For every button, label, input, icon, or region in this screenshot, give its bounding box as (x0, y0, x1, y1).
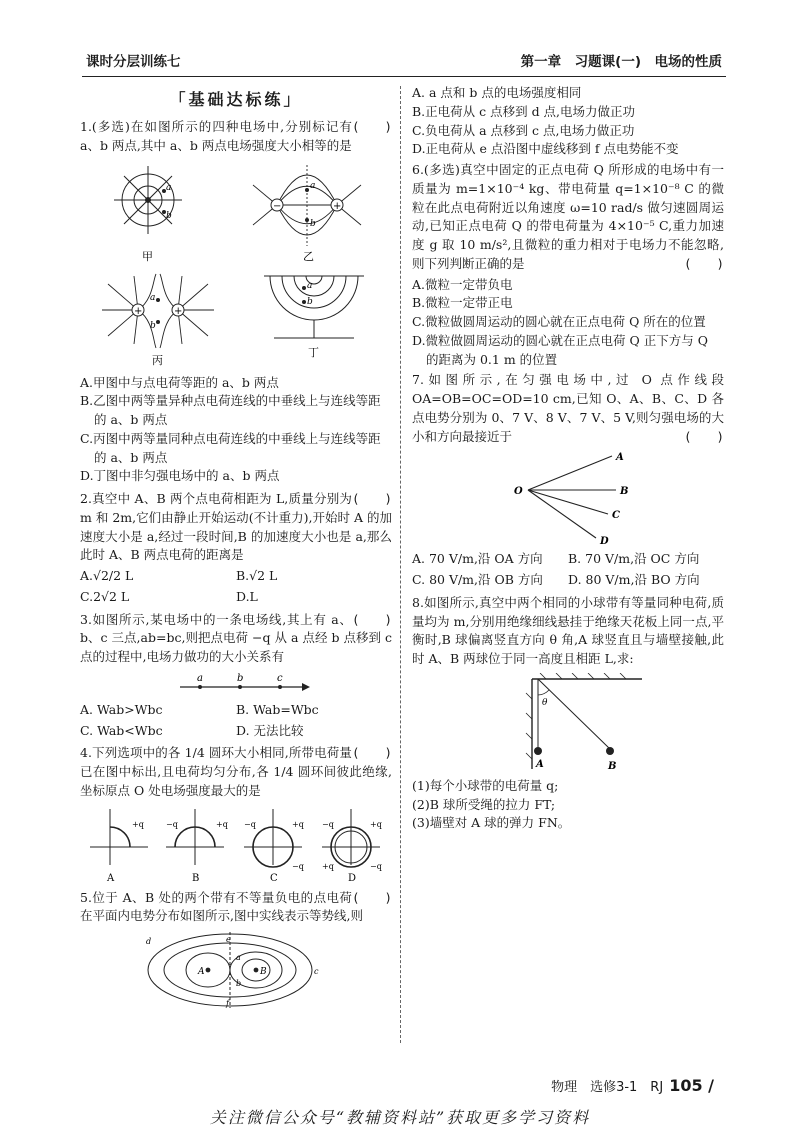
svg-text:b: b (165, 210, 172, 221)
svg-text:a: a (307, 280, 313, 291)
svg-text:b: b (307, 296, 313, 307)
q7-option-b: B. 70 V/m,沿 OC 方向 (568, 551, 700, 567)
q6-paren: ( ) (683, 255, 724, 271)
svg-text:c: c (314, 967, 319, 976)
svg-text:A: A (198, 967, 205, 977)
q5-paren: ( ) (351, 889, 392, 905)
q5-option-b: B.正电荷从 c 点移到 d 点,电场力做正功 (412, 103, 636, 119)
svg-text:e: e (226, 935, 231, 944)
q6-option-a: A.微粒一定带负电 (412, 276, 513, 292)
q3-option-a: A. Wab>Wbc (80, 701, 163, 717)
q6-option-c: C.微粒做圆周运动的圆心就在正点电荷 Q 所在的位置 (412, 314, 706, 329)
q8-theta: θ (542, 697, 548, 708)
hanging-balls-diagram (412, 673, 724, 773)
question-7 (412, 371, 724, 446)
page-number: 105 / (669, 1076, 714, 1095)
q7-point-d: D (600, 536, 609, 547)
q4-label-d: D (348, 872, 357, 884)
q8-part-3: (3)墙壁对 A 球的弹力 FN。 (412, 815, 571, 831)
svg-text:+q: +q (322, 861, 334, 871)
q4-figure (80, 805, 392, 885)
q8-point-b: B (608, 760, 617, 772)
q5-option-c: C.负电荷从 a 点移到 c 点,电场力做正功 (412, 122, 635, 138)
svg-text:a: a (150, 292, 156, 303)
q4-label-c: C (270, 872, 278, 884)
svg-text:−q: −q (166, 819, 178, 829)
field-diagram-yi (247, 160, 367, 270)
question-6 (412, 161, 724, 274)
q2-stem: 2.真空中 A、B 两个点电荷相距为 L,质量分别为 m 和 2m,它们由静止开始运动(不计重力),开始时 A 的加速度大小是 a,经过一段时间,B 的加速度大小也是 a,那么此时 A、B 两点电荷的距离是 (80, 491, 392, 563)
right-column (412, 84, 724, 833)
q3-options-row-1 (80, 701, 392, 720)
q7-point-c: C (612, 510, 620, 522)
question-8 (412, 594, 724, 669)
field-line-diagram (80, 671, 392, 697)
equipotential-diagram (80, 930, 392, 1010)
q1-figure (80, 160, 392, 370)
field-diagram-jia (106, 160, 196, 270)
q7-option-a: A. 70 V/m,沿 OA 方向 (412, 551, 543, 567)
rays-diagram (412, 450, 724, 546)
svg-text:b: b (309, 218, 316, 229)
field-diagram-bing (98, 270, 218, 370)
question-3 (80, 611, 392, 667)
q7-figure (412, 450, 724, 546)
q4-stem: 4.下列选项中的各 1/4 圆环大小相同,所带电荷量已在图中标出,且电荷均匀分布,各 1/4 圆环间彼此绝缘,坐标原点 O 处电场强度最大的是 (80, 745, 392, 798)
field-diagram-ding (254, 270, 374, 370)
q6-stem: 6.(多选)真空中固定的正点电荷 Q 所形成的电场中有一质量为 m=1×10⁻⁴ kg、带电荷量 q=1×10⁻⁸ C 的微粒在此点电荷附近以角速度 ω=10 rad/s 做匀速圆周运动,已知正点电荷 Q 的带电荷量为 4×10⁻⁵ C,重力加速度 g 取 10 m/s²,且微粒的重力相对于电场力不能忽略,则下列判断正确的是 (412, 162, 724, 271)
svg-text:B: B (260, 967, 267, 977)
svg-text:b: b (236, 979, 242, 988)
q2-option-c: C.2√2 L (80, 588, 130, 604)
q1-option-b: B.乙图中两等量异种点电荷连线的中垂线上与连线等距的 a、b 两点 (80, 393, 381, 427)
question-4 (80, 744, 392, 800)
q1-label-yi: 乙 (302, 249, 314, 263)
q3-option-c: C. Wab<Wbc (80, 722, 163, 738)
q7-point-o: O (514, 486, 523, 498)
q8-part-2: (2)B 球所受绳的拉力 FT; (412, 796, 556, 812)
question-2 (80, 490, 392, 565)
section-title: 「基础达标练」 (169, 90, 303, 109)
q5-figure (80, 930, 392, 1010)
q3-stem: 3.如图所示,某电场中的一条电场线,其上有 a、b、c 三点,ab=bc,则把点电荷 −q 从 a 点经 b 点移到 c 点的过程中,电场力做功的大小关系有 (80, 611, 392, 664)
q1-stem: 1.(多选)在如图所示的四种电场中,分别标记有 a、b 两点,其中 a、b 两点电场强度大小相等的是 (80, 119, 352, 153)
q7-options-row-2 (412, 571, 724, 590)
q3-options-row-2 (80, 722, 392, 741)
header-left: 课时分层训练七 (86, 54, 181, 70)
q7-point-a: A (616, 452, 624, 464)
svg-text:+q: +q (216, 819, 228, 829)
svg-text:−q: −q (244, 819, 256, 829)
svg-text:+q: +q (292, 819, 304, 829)
q2-options-row-1 (80, 567, 392, 586)
q7-options-row-1 (412, 550, 724, 569)
q2-paren: ( ) (351, 491, 392, 506)
svg-text:d: d (146, 937, 152, 946)
q1-option-d: D.丁图中非匀强电场中的 a、b 两点 (80, 468, 280, 484)
q1-option-a: A.甲图中与点电荷等距的 a、b 两点 (80, 374, 279, 390)
q3-paren: ( ) (351, 611, 392, 627)
q4-label-b: B (192, 872, 200, 884)
question-1 (80, 118, 392, 156)
q6-option-d: D.微粒做圆周运动的圆心就在正点电荷 Q 正下方与 Q 的距离为 0.1 m 的位置 (412, 332, 708, 367)
quarter-ring-options (80, 805, 392, 885)
svg-text:+: + (332, 200, 341, 212)
svg-text:−: − (272, 200, 281, 212)
svg-text:−q: −q (322, 819, 334, 829)
svg-text:+: + (134, 305, 143, 317)
svg-text:−q: −q (292, 861, 304, 871)
q1-option-c: C.丙图中两等量同种点电荷连线的中垂线上与连线等距的 a、b 两点 (80, 430, 381, 465)
svg-text:a: a (236, 953, 241, 962)
q3-option-b: B. Wab=Wbc (236, 701, 319, 717)
header-rule (82, 76, 726, 77)
q1-label-jia: 甲 (141, 249, 153, 263)
promo-banner: 关注微信公众号“教辅资料站”获取更多学习资料 (209, 1108, 591, 1127)
question-5 (80, 889, 392, 927)
svg-text:a: a (165, 182, 171, 193)
q2-option-d: D.L (236, 588, 258, 604)
svg-text:b: b (150, 320, 156, 331)
q3-point-c: c (277, 672, 283, 684)
q8-part-1: (1)每个小球带的电荷量 q; (412, 777, 559, 793)
q1-paren: ( ) (351, 119, 392, 134)
q8-point-a: A (536, 758, 544, 770)
q5-stem: 5.位于 A、B 处的两个带有不等量负电的点电荷在平面内电势分布如图所示,图中实线表示等势线,则 (80, 889, 363, 924)
q7-stem: 7.如图所示,在匀强电场中,过 O 点作线段 OA=OB=OC=OD=10 cm,已知 O、A、B、C、D 各点电势分别为 0、7 V、8 V、7 V、5 V,则匀强电场的大小和方向最接近于 (412, 372, 724, 444)
q1-label-ding: 丁 (308, 345, 319, 359)
q4-label-a: A (107, 872, 115, 884)
svg-text:a: a (309, 180, 315, 191)
q8-figure (412, 673, 724, 773)
q4-paren: ( ) (351, 745, 392, 761)
svg-text:f: f (226, 999, 229, 1008)
q5-option-a: A. a 点和 b 点的电场强度相同 (412, 85, 582, 100)
svg-text:+q: +q (370, 819, 382, 829)
q2-options-row-2 (80, 588, 392, 607)
q8-stem: 8.如图所示,真空中两个相同的小球带有等量同种电荷,质量均为 m,分别用绝缘细线悬挂于绝缘天花板上同一点,平衡时,B 球偏离竖直方向 θ 角,A 球竖直且与墙壁接触,此时 A、B 两球位于同一高度且相距 L,求: (412, 594, 724, 666)
footer-label: 物理 选修3-1 RJ (551, 1080, 664, 1095)
q3-point-a: a (197, 672, 203, 684)
q7-point-b: B (620, 486, 629, 498)
q3-point-b: b (237, 672, 244, 684)
q5-option-d: D.正电荷从 e 点沿图中虚线移到 f 点电势能不变 (412, 141, 679, 157)
q3-option-d: D. 无法比较 (236, 722, 304, 738)
svg-text:+: + (174, 305, 183, 317)
q3-figure (80, 671, 392, 697)
q6-option-b: B.微粒一定带正电 (412, 295, 513, 311)
q7-option-d: D. 80 V/m,沿 BO 方向 (568, 572, 700, 587)
q1-label-bing: 丙 (152, 353, 163, 367)
q2-option-b: B.√2 L (236, 568, 278, 583)
q7-paren: ( ) (683, 428, 724, 444)
left-column (80, 84, 392, 1014)
svg-text:+q: +q (132, 819, 144, 829)
page-footer (551, 1074, 714, 1098)
header-right: 第一章 习题课(一) 电场的性质 (520, 54, 722, 70)
svg-text:−q: −q (370, 861, 382, 871)
q2-option-a: A.√2/2 L (80, 568, 134, 583)
column-divider (400, 86, 401, 1043)
q7-option-c: C. 80 V/m,沿 OB 方向 (412, 572, 543, 587)
